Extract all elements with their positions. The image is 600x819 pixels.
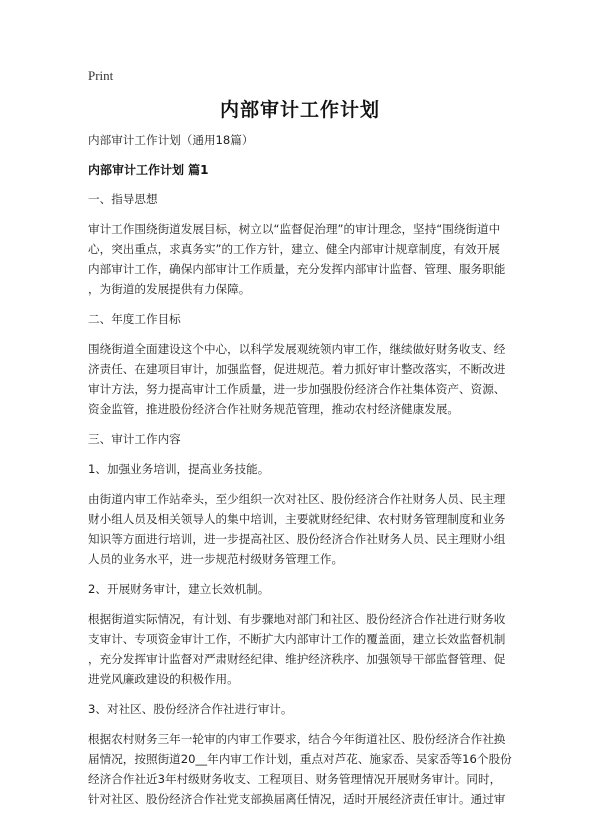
text-line: 人员的业务水平，进一步规范村级财务管理工作。 [88, 552, 344, 566]
text-line: 由街道内审工作站牵头，至少组织一次对社区、股份经济合作社财务人员、民主理 [88, 492, 506, 506]
text-line: 支审计、专项资金审计工作，不断扩大内部审计工作的覆盖面，建立长效监督机制 [88, 632, 506, 646]
document-body [88, 130, 518, 819]
text-line: 财小组人员及相关领导人的集中培训，主要就财经纪律、农村财务管理制度和业务 [88, 512, 506, 526]
text-line: 二、年度工作目标 [88, 312, 181, 326]
paragraph [88, 729, 518, 809]
document-subtitle: 内部审计工作计划（通用18篇） [88, 133, 254, 147]
text-line: ，为街道的发展提供有力保障。 [88, 282, 251, 296]
text-line: 心，突出重点，求真务实”的工作方针，建立、健全内部审计规章制度，有效开展 [88, 242, 500, 256]
section-heading [88, 309, 518, 329]
text-line: 资金监管，推进股份经济合作社财务规范管理，推动农村经济健康发展。 [88, 402, 460, 416]
print-label: Print [88, 68, 114, 83]
text-line: 进党风廉政建设的积极作用。 [88, 672, 239, 686]
text-line: 一、指导思想 [88, 192, 158, 206]
text-line: 三、审计工作内容 [88, 432, 181, 446]
section-heading [88, 459, 518, 479]
text-line: 济责任、在建项目审计，加强监督，促进规范。着力抓好审计整改落实，不断改进 [88, 362, 506, 376]
text-line: 经济合作社近3年村级财务收支、工程项目、财务管理情况开展财务审计。同时， [88, 772, 502, 786]
text-line: 围绕街道全面建设这个中心，以科学发展观统领内审工作，继续做好财务收支、经 [88, 342, 506, 356]
text-line: 届情况，按照街道20__年内审工作计划，重点对芦花、施家岙、吴家岙等16个股份 [88, 752, 512, 766]
text-line: 知识等方面进行培训，进一步提高社区、股份经济合作社财务人员、民主理财小组 [88, 532, 506, 546]
text-line: 根据街道实际情况，有计划、有步骤地对部门和社区、股份经济合作社进行财务收 [88, 612, 506, 626]
section-heading [88, 699, 518, 719]
text-line: 1、加强业务培训，提高业务技能。 [88, 462, 270, 476]
paragraph [88, 489, 518, 569]
section-heading [88, 189, 518, 209]
section-heading [88, 579, 518, 599]
paragraph [88, 339, 518, 419]
section-title: 内部审计工作计划 篇1 [88, 163, 209, 177]
text-line: 2、开展财务审计，建立长效机制。 [88, 582, 270, 596]
text-line: 审计方法，努力提高审计工作质量，进一步加强股份经济合作社集体资产、资源、 [88, 382, 506, 396]
document-title: 内部审计工作计划 [219, 99, 380, 121]
section-heading [88, 429, 518, 449]
text-line: 内部审计工作，确保内部审计工作质量，充分发挥内部审计监督、管理、服务职能 [88, 262, 506, 276]
text-line: 根据农村财务三年一轮审的内审工作要求，结合今年街道社区、股份经济合作社换 [88, 732, 506, 746]
text-line: ，充分发挥审计监督对严肃财经纪律、维护经济秩序、加强领导干部监督管理、促 [88, 652, 506, 666]
text-line: 审计工作围绕街道发展目标，树立以“监督促治理”的审计理念，坚持“围绕街道中 [88, 222, 501, 236]
text-line: 针对社区、股份经济合作社党支部换届离任情况，适时开展经济责任审计。通过审 [88, 792, 506, 806]
paragraph [88, 219, 518, 299]
paragraph [88, 609, 518, 689]
text-line: 3、对社区、股份经济合作社进行审计。 [88, 702, 293, 716]
